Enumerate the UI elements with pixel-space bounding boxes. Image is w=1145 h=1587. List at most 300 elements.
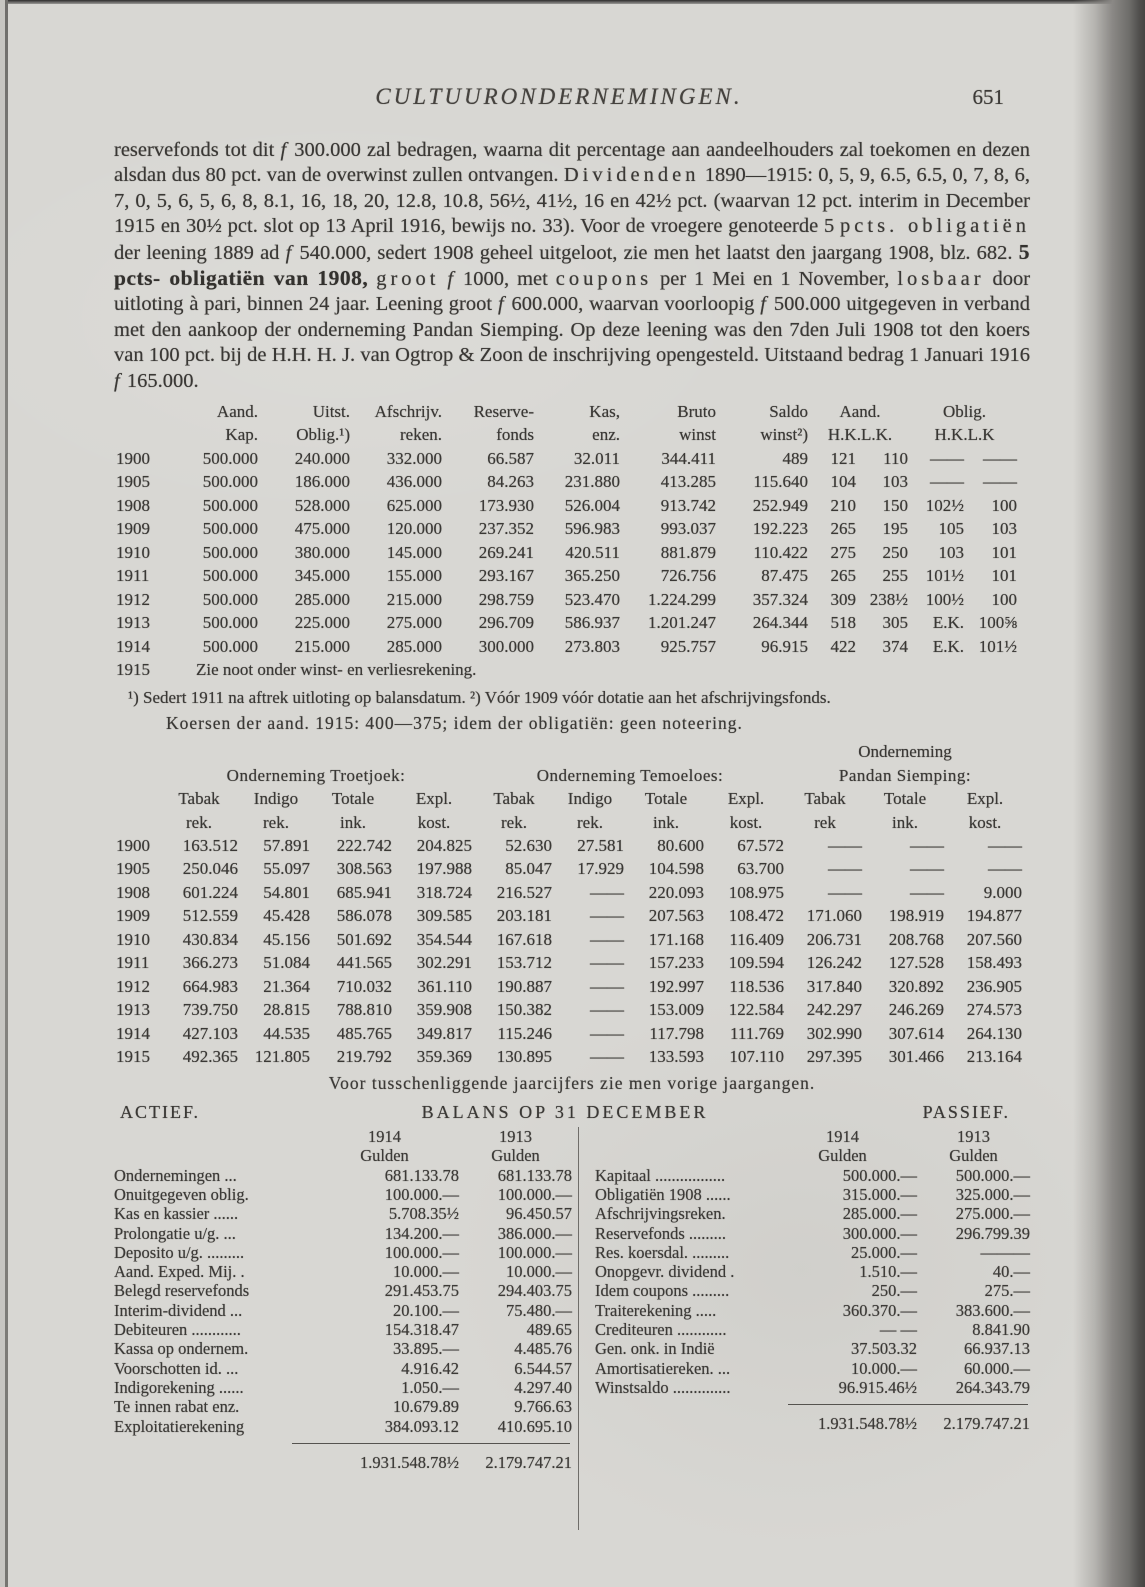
actief-item-label: Aand. Exped. Mij. . [114, 1262, 245, 1282]
actief-value-1914: 4.916.42 [401, 1358, 459, 1378]
spacer-cell [158, 740, 786, 764]
actief-item-label: Deposito u/g. ......... [114, 1242, 245, 1262]
actief-value-1914: 5.708.35½ [388, 1204, 459, 1224]
value-cell: 357.324 [752, 589, 808, 609]
value-cell: 208.768 [888, 929, 944, 949]
value-cell: 298.759 [478, 589, 534, 609]
column-header: enz. [592, 425, 620, 445]
column-header: Totale [644, 789, 688, 809]
value-cell: 359.369 [416, 1047, 472, 1067]
column-header: kost. [968, 812, 1002, 832]
column-header: kost. [729, 812, 763, 832]
year-cell: 1910 [116, 542, 150, 562]
value-cell: 133.593 [648, 1047, 704, 1067]
actief-item-label: Ondernemingen ... [114, 1165, 237, 1185]
actief-label: ACTIEF. [120, 1102, 201, 1123]
actief-total-1914: 1.931.548.78½ [360, 1452, 459, 1472]
value-cell: 153.009 [648, 1000, 704, 1020]
value-cell: 264.344 [752, 613, 808, 633]
balance-row [595, 1204, 1030, 1223]
value-cell: —— [590, 929, 624, 949]
actief-value-1914: 10.679.89 [393, 1397, 459, 1417]
year-1914: 1914 [826, 1127, 859, 1147]
paragraph-segment: Dividenden [563, 164, 700, 187]
note-cell: Zie noot onder winst- en verliesrekening. [196, 660, 477, 680]
column-header: Aand. [216, 401, 258, 421]
value-cell: 305 [882, 613, 909, 633]
table-row [114, 975, 1024, 999]
value-cell: —— [590, 976, 624, 996]
paragraph-segment: 540.000, sedert 1908 geheel uitgeloot, zie men het laatst den jaargang 1908, blz. 682. [293, 241, 1019, 264]
passief-value-1914: 250.— [871, 1281, 917, 1301]
value-cell: 219.792 [336, 1047, 392, 1067]
table-row [114, 588, 1019, 612]
value-cell: —— [590, 906, 624, 926]
value-cell: 207.563 [648, 906, 704, 926]
results-table-body [114, 447, 1019, 682]
value-cell: 250.046 [182, 859, 238, 879]
actief-item-label: Onuitgegeven oblig. [114, 1184, 249, 1204]
column-header: Uitst. [312, 401, 350, 421]
column-header: rek. [186, 812, 212, 832]
value-cell: 54.801 [263, 882, 310, 902]
paragraph-segment: 165.000. [121, 369, 199, 392]
table-row [114, 1046, 1024, 1070]
value-cell: 264.130 [966, 1023, 1023, 1043]
balance-row [595, 1262, 1030, 1281]
group-title: Pandan Siemping: [838, 765, 972, 785]
balance-row [595, 1224, 1030, 1243]
totals-rule [788, 1404, 1028, 1405]
spacer-cell [114, 740, 158, 764]
paragraph-segment: 500.000 uitgegeven in verband met den aankoop der onderneming Pandan Siemping. Op deze leening was den 7den Juli 1908 tot den koers van 100 pct. bij de H.H. H. J. van Ogtrop & Zoon de inschrijving opengesteld. Uitstaand bedrag 1 Januari 1916 [114, 293, 1030, 367]
paragraph-segment: per 1 Mei en 1 November, [652, 268, 898, 291]
value-cell: 153.712 [496, 953, 552, 973]
column-header: Bruto [677, 401, 716, 421]
table-row [114, 541, 1019, 565]
value-cell: 51.084 [263, 953, 310, 973]
value-cell: 101 [991, 566, 1018, 586]
value-cell: 155.000 [386, 566, 442, 586]
spacer [595, 1146, 768, 1165]
actief-value-1914: 100.000.— [384, 1184, 459, 1204]
value-cell: 320.892 [888, 976, 944, 996]
value-cell: 285.000 [386, 636, 442, 656]
currency-label: Gulden [818, 1146, 867, 1166]
year-cell: 1913 [116, 1000, 150, 1020]
value-cell: 44.535 [263, 1023, 310, 1043]
passief-value-1914: 1.510.— [859, 1262, 917, 1282]
value-cell: 726.756 [660, 566, 716, 586]
koersen-line: Koersen der aand. 1915: 400—375; idem der obligatiën: geen noteering. [166, 713, 743, 734]
value-cell: 100 [991, 589, 1018, 609]
value-cell: 246.269 [888, 1000, 944, 1020]
value-cell: 194.877 [966, 906, 1023, 926]
value-cell: 430.834 [182, 929, 238, 949]
paragraph-segment: 1000, met [455, 268, 556, 291]
balance-row [114, 1204, 572, 1223]
value-cell: 365.250 [564, 566, 620, 586]
value-cell: 274.573 [966, 1000, 1023, 1020]
value-cell: 121 [830, 448, 856, 468]
value-cell: 788.810 [336, 1000, 392, 1020]
balance-row [595, 1243, 1030, 1262]
actief-item-label: Debiteuren ............ [114, 1320, 241, 1340]
column-header: Indigo [567, 789, 613, 809]
value-cell: 220.093 [648, 882, 704, 902]
value-cell: 117.798 [649, 1023, 704, 1043]
value-cell: 163.512 [182, 835, 238, 855]
value-cell: 32.011 [573, 448, 620, 468]
column-header: Oblig.¹) [296, 425, 350, 445]
value-cell: 111.769 [730, 1023, 784, 1043]
value-cell: 122.584 [728, 1000, 784, 1020]
passief-value-1913: 296.799.39 [955, 1223, 1030, 1243]
value-cell: 101½ [925, 566, 965, 586]
passief-value-1914: 285.000.— [842, 1204, 917, 1224]
value-cell: 265 [830, 519, 856, 539]
value-cell: 80.600 [657, 835, 704, 855]
header-row [114, 424, 1019, 448]
actief-item-label: Belegd reservefonds [114, 1281, 250, 1301]
value-cell: —— [590, 1023, 624, 1043]
value-cell: 173.930 [478, 495, 534, 515]
paragraph-segment: reservefonds tot dit [114, 139, 281, 161]
value-cell: 374 [882, 636, 909, 656]
value-cell: 297.395 [806, 1047, 862, 1067]
paragraph-segment: f [285, 241, 292, 264]
running-head [114, 84, 1030, 110]
column-header: winst [679, 425, 716, 445]
year-cell: 1905 [116, 859, 150, 879]
value-cell: 361.110 [417, 976, 472, 996]
table-row [114, 952, 1024, 976]
value-cell: —— [930, 472, 965, 492]
value-cell: 913.742 [660, 495, 716, 515]
year-cell: 1900 [116, 448, 150, 468]
value-cell: 104 [830, 472, 856, 492]
value-cell: 500.000 [202, 636, 258, 656]
actief-item-label: Exploitatierekening [114, 1416, 245, 1436]
value-cell: 500.000 [202, 589, 258, 609]
value-cell: 269.241 [478, 542, 534, 562]
year-cell: 1909 [116, 519, 150, 539]
value-cell: 309.585 [416, 906, 472, 926]
value-cell: —— [988, 859, 1023, 879]
value-cell: 344.411 [661, 448, 716, 468]
lead-paragraph [114, 138, 1030, 394]
passief-value-1914: 315.000.— [842, 1184, 917, 1204]
value-cell: 596.983 [564, 519, 620, 539]
value-cell: 309 [830, 589, 856, 609]
value-cell: 110 [883, 448, 909, 468]
plantations-table [114, 740, 1024, 1069]
currency-label: Gulden [949, 1146, 998, 1166]
value-cell: 441.565 [336, 953, 392, 973]
value-cell: 84.263 [487, 472, 534, 492]
column-header: fonds [496, 425, 534, 445]
value-cell: 55.097 [263, 859, 310, 879]
value-cell: 925.757 [660, 636, 716, 656]
value-cell: 108.472 [728, 906, 784, 926]
actief-value-1914: 134.200.— [384, 1223, 459, 1243]
actief-value-1914: 681.133.78 [384, 1165, 459, 1185]
table-row [114, 999, 1024, 1023]
column-header: Tabak [178, 789, 220, 809]
year-cell: 1915 [116, 1047, 150, 1067]
value-cell: 206.731 [806, 929, 862, 949]
table-row [114, 881, 1024, 905]
value-cell: 150.382 [496, 1000, 552, 1020]
value-cell: 422 [830, 636, 856, 656]
value-cell: 436.000 [386, 472, 442, 492]
value-cell: 107.110 [729, 1047, 784, 1067]
value-cell: 601.224 [182, 882, 238, 902]
value-cell: 130.895 [496, 1047, 552, 1067]
value-cell: 45.156 [263, 929, 310, 949]
balance-row [595, 1166, 1030, 1185]
value-cell: —— [983, 472, 1018, 492]
value-cell: 250 [882, 542, 909, 562]
value-cell: —— [930, 448, 965, 468]
results-table [114, 400, 1019, 682]
currency-label: Gulden [491, 1146, 540, 1166]
value-cell: 157.233 [648, 953, 704, 973]
value-cell: 118.536 [729, 976, 784, 996]
group-title-row [114, 764, 1024, 788]
passief-value-1913: 8.841.90 [972, 1320, 1030, 1340]
column-header: Reserve- [473, 401, 534, 421]
currency-header-row [595, 1146, 1030, 1165]
column-header: rek [814, 812, 836, 832]
value-cell: 210 [830, 495, 856, 515]
value-cell: 993.037 [660, 519, 716, 539]
value-cell: 101½ [978, 636, 1018, 656]
column-header: winst²) [760, 425, 808, 445]
value-cell: 108.975 [728, 882, 784, 902]
balance-row [595, 1281, 1030, 1300]
value-cell: —— [910, 882, 944, 902]
value-cell: 120.000 [386, 519, 442, 539]
column-header: Totale [883, 789, 927, 809]
value-cell: —— [828, 859, 862, 879]
actief-value-1914: 33.895.— [393, 1339, 459, 1359]
column-header: Tabak [493, 789, 535, 809]
value-cell: 273.803 [564, 636, 620, 656]
passief-totals-row [595, 1414, 1030, 1433]
year-1914: 1914 [368, 1127, 401, 1147]
balance-columns [114, 1127, 1030, 1530]
value-cell: 186.000 [294, 472, 350, 492]
group-title: Onderneming Troetjoek: [226, 765, 406, 785]
balance-passief-column [579, 1127, 1030, 1530]
actief-value-1913: 4.485.76 [514, 1339, 572, 1359]
paragraph-segment: groot [376, 268, 440, 291]
passief-value-1914: — — [879, 1320, 917, 1340]
actief-value-1913: 75.480.— [506, 1300, 572, 1320]
passief-value-1913: 325.000.— [955, 1184, 1030, 1204]
spacer [595, 1127, 768, 1146]
passief-item-label: Winstsaldo .............. [595, 1377, 731, 1397]
balance-actief-column [114, 1127, 579, 1530]
year-cell: 1905 [116, 472, 150, 492]
value-cell: 145.000 [386, 542, 442, 562]
column-header: H.K.L.K. [827, 425, 893, 445]
value-cell: 317.840 [806, 976, 862, 996]
book-gutter-shadow [1073, 0, 1145, 1587]
value-cell: 427.103 [182, 1023, 238, 1043]
table-row [114, 659, 1019, 683]
balance-row [114, 1397, 572, 1416]
balance-row [114, 1224, 572, 1243]
passief-value-1913: 264.343.79 [955, 1377, 1030, 1397]
year-cell: 1900 [116, 835, 150, 855]
year-header-row [114, 1127, 572, 1146]
value-cell: 528.000 [294, 495, 350, 515]
footnote-line: ¹) Sedert 1911 na aftrek uitloting op balansdatum. ²) Vóór 1909 vóór dotatie aan het afschrijvingsfonds. [128, 688, 831, 708]
value-cell: 127.528 [888, 953, 944, 973]
value-cell: 231.880 [564, 472, 620, 492]
value-cell: 192.223 [752, 519, 808, 539]
value-cell: 100⅝ [978, 613, 1018, 633]
table-row [114, 858, 1024, 882]
value-cell: 171.060 [806, 906, 862, 926]
value-cell: 87.475 [761, 566, 808, 586]
actief-value-1913: 4.297.40 [514, 1377, 572, 1397]
value-cell: 345.000 [294, 566, 350, 586]
passief-value-1914: 96.915.46½ [838, 1377, 917, 1397]
passief-item-label: Afschrijvingsreken. [595, 1204, 726, 1224]
column-header: Kap. [225, 425, 258, 445]
value-cell: 366.273 [182, 953, 238, 973]
year-cell: 1910 [116, 929, 150, 949]
year-cell: 1914 [116, 1023, 150, 1043]
value-cell: 109.594 [728, 953, 784, 973]
value-cell: 101 [991, 542, 1018, 562]
paragraph-segment: f [447, 268, 454, 291]
actief-item-label: Interim-dividend ... [114, 1300, 243, 1320]
actief-value-1913: 9.766.63 [514, 1397, 572, 1417]
year-1913: 1913 [499, 1127, 532, 1147]
year-cell: 1908 [116, 495, 150, 515]
actief-value-1914: 154.318.47 [384, 1320, 459, 1340]
value-cell: —— [828, 882, 862, 902]
value-cell: 52.630 [505, 835, 552, 855]
value-cell: 9.000 [983, 882, 1023, 902]
value-cell: 203.181 [496, 906, 552, 926]
header-row [114, 400, 1019, 424]
passief-value-1914: 360.370.— [842, 1300, 917, 1320]
value-cell: E.K. [932, 636, 965, 656]
balance-row [595, 1339, 1030, 1358]
balance-row [114, 1166, 572, 1185]
column-header: rek. [577, 812, 603, 832]
actief-value-1913: 410.695.10 [497, 1416, 572, 1436]
value-cell: 265 [830, 566, 856, 586]
value-cell: 1.224.299 [648, 589, 716, 609]
page-left-edge-line [5, 0, 8, 1587]
actief-rows [114, 1166, 572, 1436]
table-row [114, 565, 1019, 589]
page-title: CULTUURONDERNEMINGEN. [375, 84, 743, 109]
paragraph-segment: losbaar [897, 268, 985, 291]
value-cell: —— [910, 835, 944, 855]
balance-row [114, 1243, 572, 1262]
year-cell: 1911 [116, 953, 150, 973]
value-cell: 500.000 [202, 519, 258, 539]
passief-item-label: Kapitaal ................. [595, 1165, 726, 1185]
totals-rule [292, 1443, 570, 1444]
value-cell: 100½ [925, 589, 965, 609]
balance-row [114, 1359, 572, 1378]
value-cell: 222.742 [336, 835, 392, 855]
value-cell: 359.908 [416, 1000, 472, 1020]
passief-item-label: Crediteuren ............ [595, 1320, 727, 1340]
value-cell: 102½ [925, 495, 965, 515]
balance-row [114, 1417, 572, 1436]
column-header: Expl. [727, 789, 765, 809]
value-cell: 318.724 [416, 882, 472, 902]
value-cell: 103 [938, 542, 965, 562]
value-cell: 349.817 [416, 1023, 472, 1043]
table-row [114, 834, 1024, 858]
balance-title-row [114, 1102, 1030, 1123]
header-row [114, 787, 1024, 811]
value-cell: 21.364 [263, 976, 310, 996]
passief-item-label: Res. koersdal. ......... [595, 1242, 730, 1262]
value-cell: —— [590, 1000, 624, 1020]
value-cell: 512.559 [182, 906, 238, 926]
value-cell: 518 [830, 613, 856, 633]
value-cell: 285.000 [294, 589, 350, 609]
column-header: H.K.L.K [934, 425, 995, 445]
passief-total-1913: 2.179.747.21 [943, 1414, 1030, 1434]
value-cell: —— [590, 882, 624, 902]
value-cell: —— [910, 859, 944, 879]
balance-row [114, 1320, 572, 1339]
column-header [114, 400, 160, 424]
actief-value-1913: 489.65 [526, 1320, 572, 1340]
table-row [114, 1022, 1024, 1046]
currency-header-row [114, 1146, 572, 1165]
paragraph-segment: 1890—1915: 0, 5, 9, 6.5, 6.5, 0, 7, 8, 6, 7, 0, 5, 6, 5, 6, 8, 8.1, 16, 18, 20, 12.8, 10.8, 56½, 41½, 16 en 42½ pct. (waarvan 12 pct. interim in December 1915 en 30½ pct. slot op 13 April 1916, bewijs no. 33). Voor de vroegere genoteerde 5 [114, 164, 1030, 238]
actief-value-1913: 386.000.— [497, 1223, 572, 1243]
value-cell: 207.560 [966, 929, 1023, 949]
value-cell: 489 [782, 448, 808, 468]
actief-value-1914: 10.000.— [393, 1262, 459, 1282]
table-row [114, 518, 1019, 542]
passief-item-label: Gen. onk. in Indië [595, 1339, 715, 1359]
actief-value-1914: 100.000.— [384, 1242, 459, 1262]
value-cell: 475.000 [294, 519, 350, 539]
value-cell: 296.709 [478, 613, 534, 633]
group-title: Onderneming Temoeloes: [536, 765, 724, 785]
table-row [114, 612, 1019, 636]
paragraph-segment: 300.000 zal bedragen, waarna dit percentage aan aandeelhouders zal toekomen en dezen alsdan dus 80 pct. van de overwinst zullen ontvangen. [114, 139, 1030, 187]
column-header: kost. [417, 812, 451, 832]
value-cell: 115.640 [753, 472, 808, 492]
spacer [114, 1453, 346, 1472]
column-header: Afschrijv. [374, 401, 442, 421]
value-cell: 121.805 [254, 1047, 310, 1067]
spacer [114, 1146, 310, 1165]
value-cell: 500.000 [202, 495, 258, 515]
value-cell: 664.983 [182, 976, 238, 996]
passief-value-1913: 275.— [984, 1281, 1030, 1301]
value-cell: 103 [991, 519, 1018, 539]
value-cell: 115.246 [497, 1023, 552, 1043]
value-cell: 215.000 [294, 636, 350, 656]
